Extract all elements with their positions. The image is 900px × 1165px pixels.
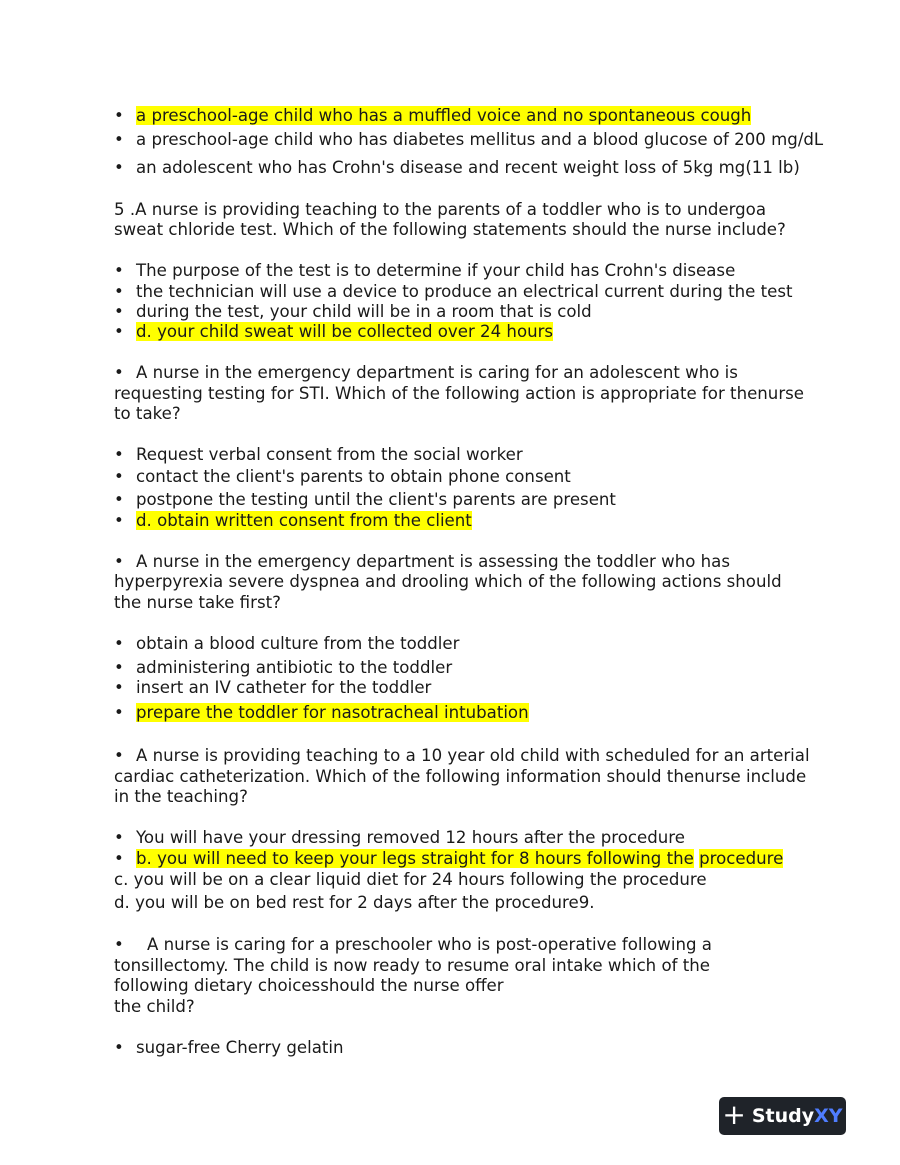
q9-stem-line-1: • A nurse is caring for a preschooler who is post-operative following a — [114, 935, 712, 954]
q8-stem-line-3: in the teaching? — [114, 787, 248, 806]
q4-option-3: • an adolescent who has Crohn's disease and recent weight loss of 5kg mg(11 lb) — [114, 158, 800, 177]
studyxy-logo — [719, 1097, 846, 1135]
q7-option-2: • administering antibiotic to the toddler — [114, 658, 453, 677]
q6-stem-line-3: to take? — [114, 404, 181, 423]
q5-option-3: • during the test, your child will be in a room that is cold — [114, 302, 592, 321]
q8-option-4: d. you will be on bed rest for 2 days after the procedure9. — [114, 893, 595, 912]
q7-stem-line-2: hyperpyrexia severe dyspnea and drooling which of the following actions should — [114, 572, 782, 591]
q7-option-4: • prepare the toddler for nasotracheal intubation — [114, 703, 529, 722]
q9-stem-line-2: tonsillectomy. The child is now ready to resume oral intake which of the — [114, 956, 710, 975]
logo-xy-text: XY — [814, 1105, 843, 1127]
q6-option-3: • postpone the testing until the client's parents are present — [114, 490, 616, 509]
q9-option-1: • sugar-free Cherry gelatin — [114, 1038, 344, 1057]
q6-option-2: • contact the client's parents to obtain phone consent — [114, 467, 571, 486]
q5-option-2: • the technician will use a device to produce an electrical current during the test — [114, 282, 793, 301]
q8-option-1: • You will have your dressing removed 12 hours after the procedure — [114, 828, 685, 847]
q6-stem-line-1: • A nurse in the emergency department is caring for an adolescent who is — [114, 363, 738, 382]
q6-stem-line-2: requesting testing for STI. Which of the following action is appropriate for thenurse — [114, 384, 805, 403]
q8-stem-line-2: cardiac catheterization. Which of the following information should thenurse include — [114, 767, 807, 786]
q8-option-3: c. you will be on a clear liquid diet for 24 hours following the procedure — [114, 870, 707, 889]
q6-option-4: • d. obtain written consent from the client — [114, 511, 472, 530]
q7-stem-line-3: the nurse take first? — [114, 593, 281, 612]
q4-option-2: • a preschool-age child who has diabetes mellitus and a blood glucose of 200 mg/dL — [114, 130, 824, 149]
q7-stem-line-1: • A nurse in the emergency department is assessing the toddler who has — [114, 552, 730, 571]
logo-study-text: Study — [751, 1105, 815, 1127]
q9-stem-line-4: the child? — [114, 997, 195, 1016]
q9-stem-line-3: following dietary choicesshould the nurse offer — [114, 976, 504, 995]
q5-option-1: • The purpose of the test is to determine if your child has Crohn's disease — [114, 261, 736, 280]
q5-stem-line-2: sweat chloride test. Which of the following statements should the nurse include? — [114, 220, 786, 239]
q5-option-4: • d. your child sweat will be collected over 24 hours — [114, 322, 554, 341]
q7-option-1: • obtain a blood culture from the toddler — [114, 634, 460, 653]
q8-stem-line-1: • A nurse is providing teaching to a 10 year old child with scheduled for an arterial — [114, 746, 810, 765]
q7-option-3: • insert an IV catheter for the toddler — [114, 678, 432, 697]
q6-option-1: • Request verbal consent from the social worker — [114, 445, 523, 464]
q4-option-1: • a preschool-age child who has a muffled voice and no spontaneous cough — [114, 106, 752, 125]
q8-option-2: • b. you will need to keep your legs straight for 8 hours following the procedure — [114, 849, 784, 868]
plus-icon: + — [722, 1098, 746, 1131]
q5-stem-line-1: 5 .A nurse is providing teaching to the parents of a toddler who is to undergoa — [114, 200, 766, 219]
